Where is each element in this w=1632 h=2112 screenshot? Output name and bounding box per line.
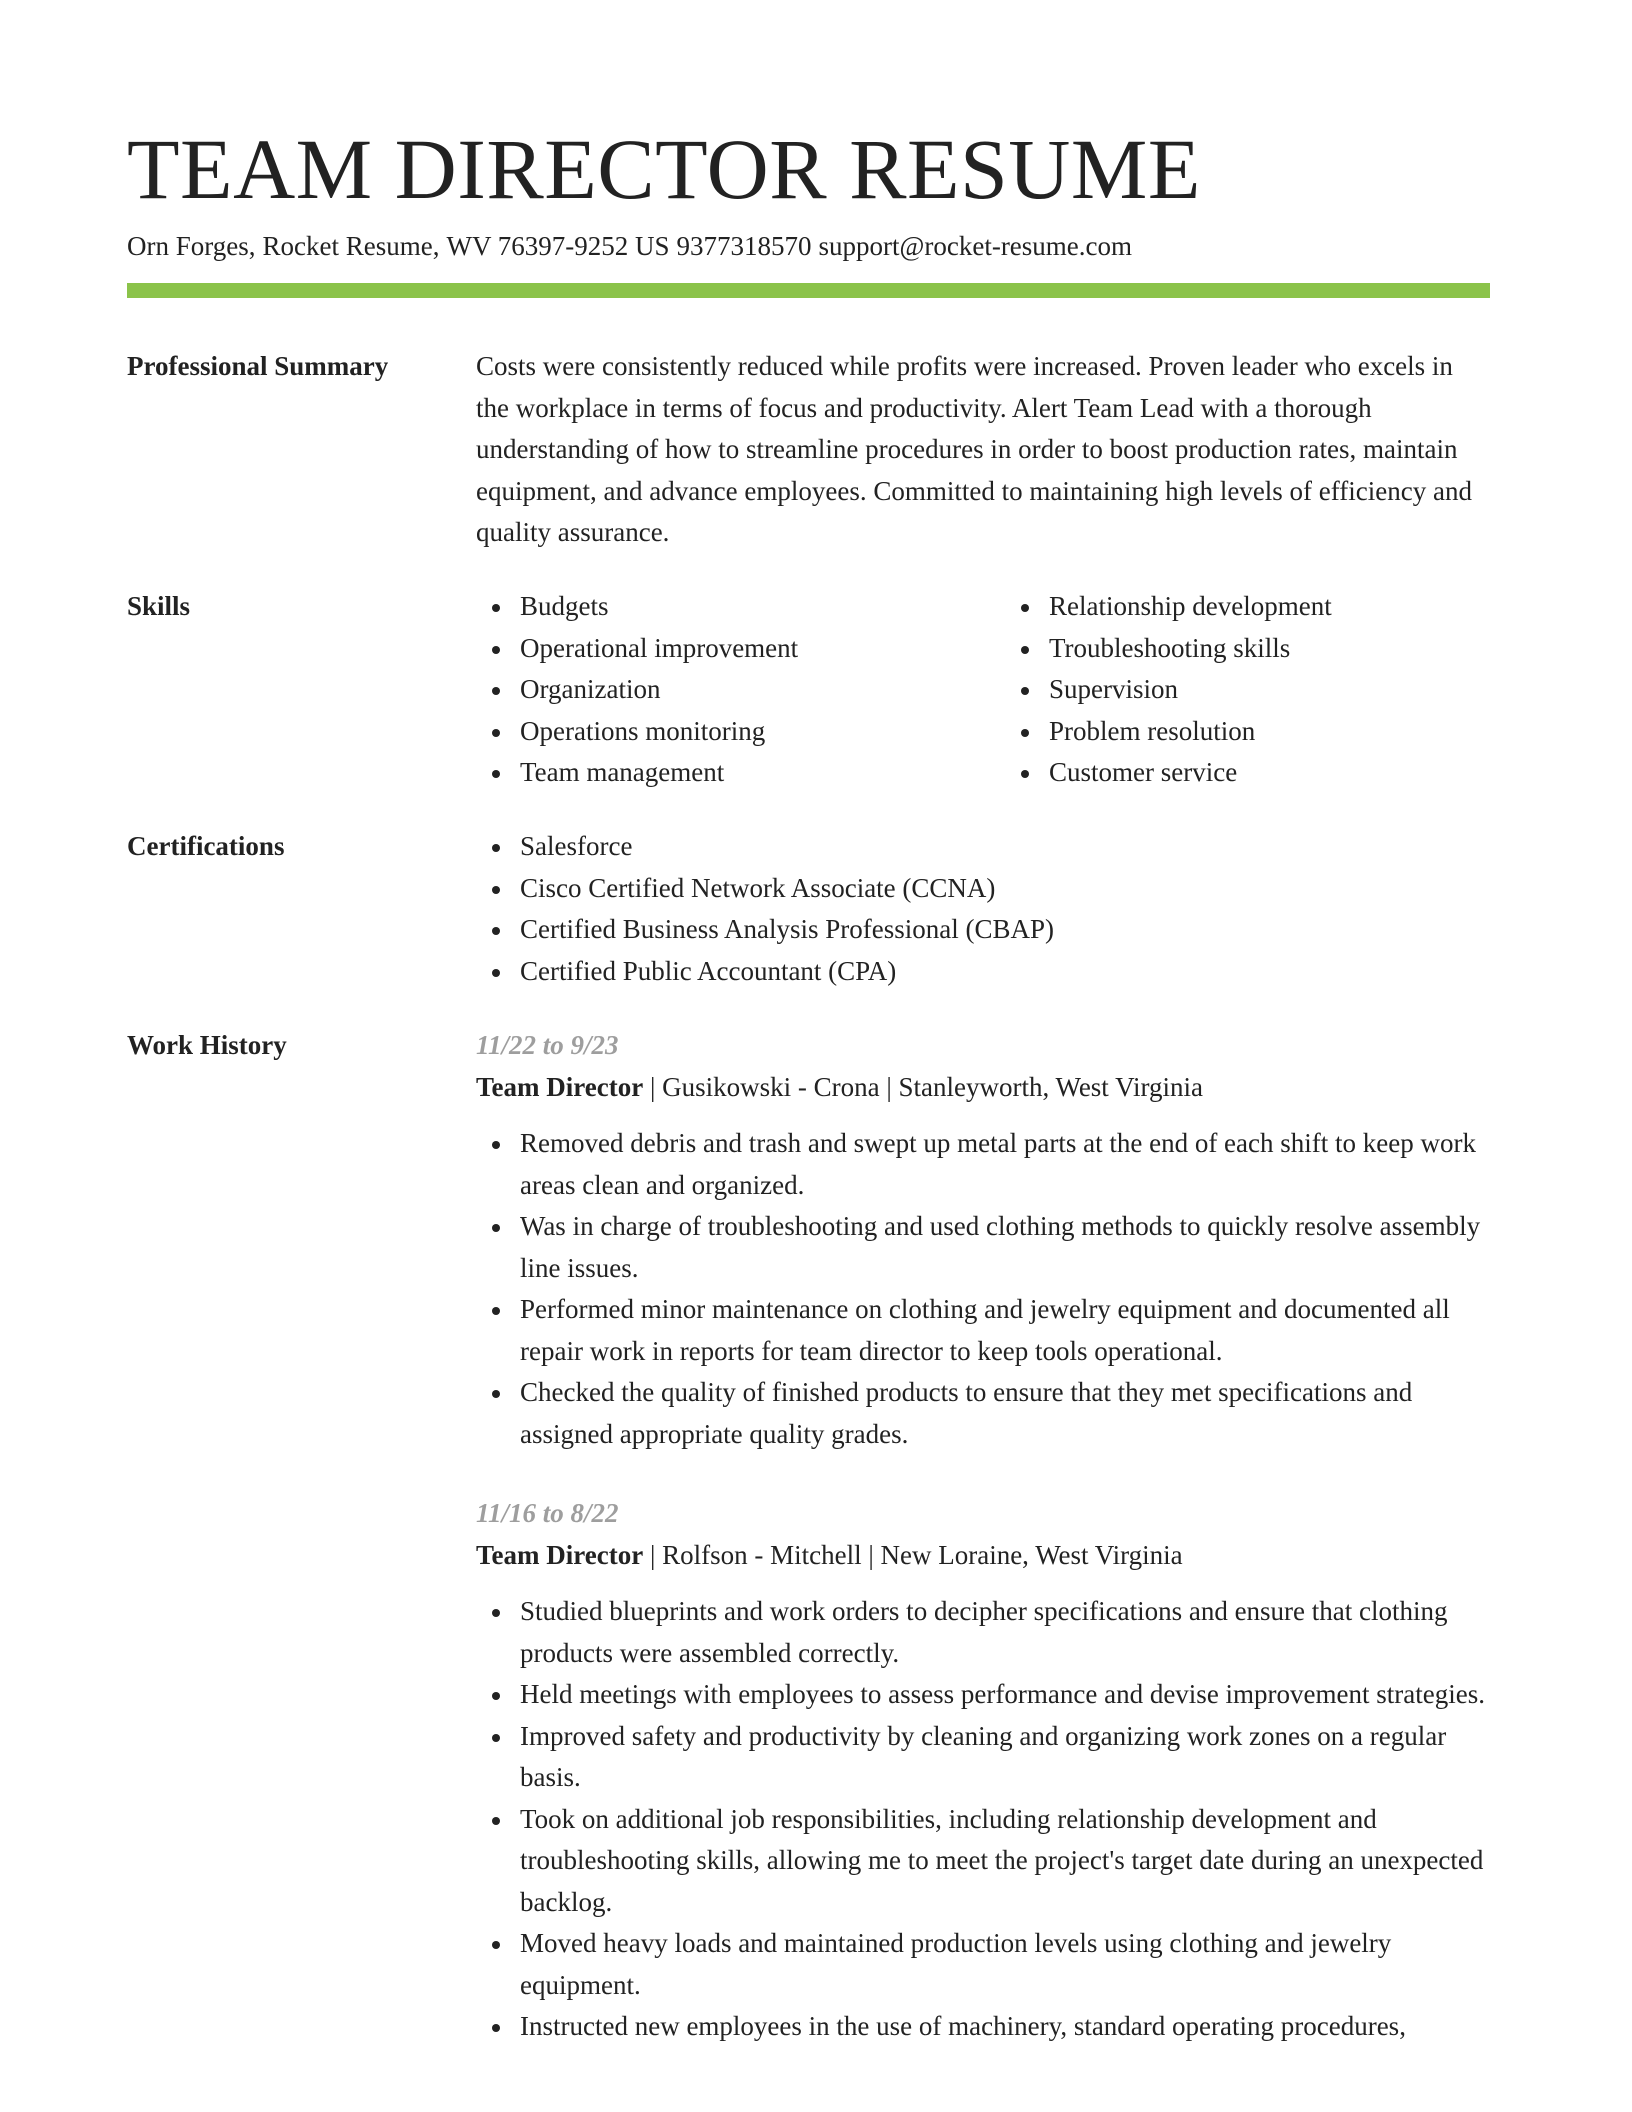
work-history-body <box>476 1025 1490 2086</box>
job-entry <box>476 1025 1490 1455</box>
job-details: | Gusikowski - Crona | Stanleyworth, West Virginia <box>643 1071 1203 1102</box>
certifications-body <box>476 826 1490 992</box>
skill-item: Troubleshooting skills <box>1049 628 1490 670</box>
resume-title: TEAM DIRECTOR RESUME <box>127 121 1201 217</box>
summary-label: Professional Summary <box>127 351 389 381</box>
job-duty: Took on additional job responsibilities, including relationship development and troubleshooting skills, allowing me to meet the project's target date during an unexpected backlog. <box>520 1799 1490 1924</box>
job-duty: Performed minor maintenance on clothing and jewelry equipment and documented all repair work in reports for team director to keep tools operational. <box>520 1289 1490 1372</box>
contact-email[interactable]: support@rocket-resume.com <box>818 231 1133 261</box>
summary-body <box>476 346 1490 554</box>
skills-columns <box>476 586 1490 794</box>
job-duty: Was in charge of troubleshooting and used clothing methods to quickly resolve assembly line issues. <box>520 1206 1490 1289</box>
certification-item: Salesforce <box>520 826 1490 868</box>
certifications-list <box>476 826 1490 992</box>
skill-item: Operational improvement <box>520 628 961 670</box>
skills-list-right <box>1005 586 1490 794</box>
job-entry <box>476 1493 1490 2048</box>
job-heading <box>476 1535 1490 1577</box>
job-duties-list <box>476 1591 1490 2048</box>
job-duty: Held meetings with employees to assess performance and devise improvement strategies. <box>520 1674 1490 1716</box>
contact-phone: 9377318570 <box>676 231 812 261</box>
job-title: Team Director <box>476 1071 644 1102</box>
job-heading <box>476 1067 1490 1109</box>
certification-item: Cisco Certified Network Associate (CCNA) <box>520 868 1490 910</box>
contact-name: Orn Forges, <box>127 231 256 261</box>
skill-item: Budgets <box>520 586 961 628</box>
job-duty: Improved safety and productivity by cleaning and organizing work zones on a regular basis. <box>520 1716 1490 1799</box>
job-details: | Rolfson - Mitchell | New Loraine, West Virginia <box>643 1539 1183 1570</box>
skill-item: Supervision <box>1049 669 1490 711</box>
job-duty: Removed debris and trash and swept up metal parts at the end of each shift to keep work areas clean and organized. <box>520 1123 1490 1206</box>
certification-item: Certified Public Accountant (CPA) <box>520 951 1490 993</box>
job-dates: 11/16 to 8/22 <box>476 1498 619 1528</box>
skills-body <box>476 586 1490 794</box>
job-duty: Instructed new employees in the use of machinery, standard operating procedures, <box>520 2006 1490 2048</box>
job-dates: 11/22 to 9/23 <box>476 1030 619 1060</box>
skill-item: Relationship development <box>1049 586 1490 628</box>
skills-label: Skills <box>127 591 191 621</box>
contact-location: WV 76397-9252 US <box>446 231 670 261</box>
job-duty: Checked the quality of finished products to ensure that they met specifications and assigned appropriate quality grades. <box>520 1372 1490 1455</box>
contact-company: Rocket Resume, <box>262 231 440 261</box>
summary-text: Costs were consistently reduced while profits were increased. Proven leader who excels in the workplace in terms of focus and productivity. Alert Team Lead with a thorough understanding of how to streamline procedures in order to boost production rates, maintain equipment, and advance employees. Committed to maintaining high levels of efficiency and quality assurance. <box>476 351 1472 547</box>
work-history-label: Work History <box>127 1030 287 1060</box>
job-title: Team Director <box>476 1539 644 1570</box>
certifications-label: Certifications <box>127 831 285 861</box>
skills-list-left <box>476 586 961 794</box>
skill-item: Organization <box>520 669 961 711</box>
skill-item: Problem resolution <box>1049 711 1490 753</box>
job-duties-list <box>476 1123 1490 1455</box>
job-duty: Moved heavy loads and maintained production levels using clothing and jewelry equipment. <box>520 1923 1490 2006</box>
job-duty: Studied blueprints and work orders to decipher specifications and ensure that clothing products were assembled correctly. <box>520 1591 1490 1674</box>
certification-item: Certified Business Analysis Professional (CBAP) <box>520 909 1490 951</box>
contact-line <box>127 229 1132 263</box>
skill-item: Customer service <box>1049 752 1490 794</box>
skill-item: Team management <box>520 752 961 794</box>
header-divider <box>127 283 1490 298</box>
skill-item: Operations monitoring <box>520 711 961 753</box>
